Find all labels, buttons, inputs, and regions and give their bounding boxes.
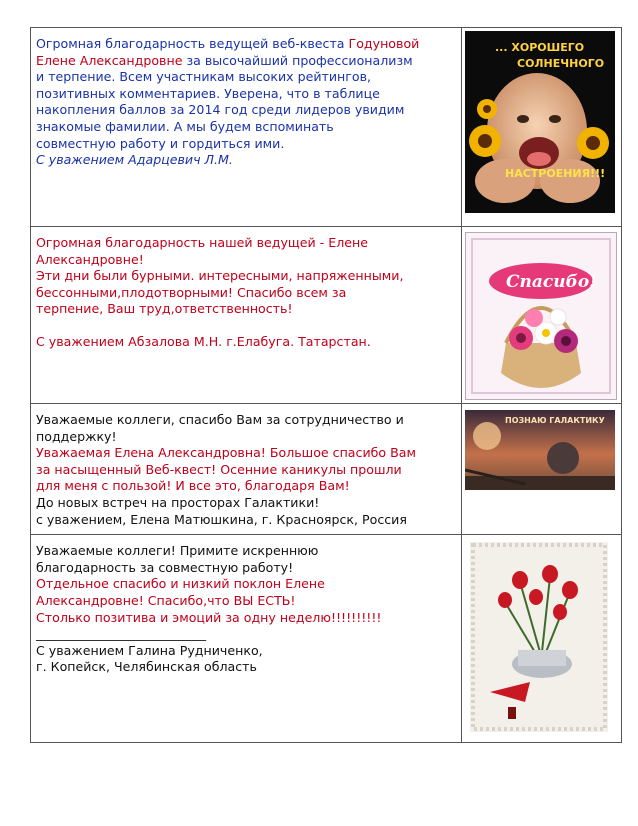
- text-segment: Эти дни были бурными. интересными, напряженными,: [36, 268, 404, 284]
- message-text: [36, 235, 455, 351]
- message-line: [36, 301, 455, 318]
- message-line: [36, 512, 455, 529]
- text-segment: Уважаемая Елена Александровна! Большое спасибо Вам: [36, 445, 416, 461]
- image-caption: ПОЗНАЮ ГАЛАКТИКУ: [505, 416, 605, 425]
- message-text-cell: [31, 404, 462, 535]
- text-segment: Огромная благодарность ведущей веб-квеста: [36, 36, 349, 51]
- message-line: [36, 252, 455, 269]
- message-line: [36, 576, 455, 593]
- text-segment: ___________________________: [36, 626, 207, 642]
- message-text: [36, 543, 455, 676]
- message-line: [36, 543, 455, 560]
- galaxy-banner: [465, 410, 615, 490]
- message-line: [36, 119, 455, 136]
- message-line: [36, 593, 455, 610]
- image-cell: [462, 28, 622, 227]
- message-text: [36, 412, 455, 528]
- text-segment: С уважением Абзалова М.Н. г.Елабуга. Татарстан.: [36, 333, 371, 349]
- roses-illustration: [470, 542, 608, 732]
- text-segment: бессонными,плодотворными! Спасибо всем за: [36, 284, 347, 300]
- text-segment: Александровне!: [36, 251, 144, 267]
- message-line: [36, 136, 455, 153]
- message-text-cell: [31, 227, 462, 404]
- image-caption-1: ... ХОРОШЕГО: [495, 41, 585, 54]
- message-line: [36, 412, 455, 429]
- image-cell: [462, 227, 622, 404]
- message-line: [36, 560, 455, 577]
- text-segment: совместную работу и гордиться ими.: [36, 135, 285, 151]
- message-line: [36, 334, 455, 351]
- text-segment: поддержку!: [36, 428, 117, 444]
- text-segment: за высочайший профессионализм: [182, 52, 413, 68]
- message-text-cell: [31, 28, 462, 227]
- message-text: [36, 36, 455, 169]
- message-line: [36, 268, 455, 285]
- message-line: [36, 36, 455, 53]
- text-segment: С уважением Адарцевич Л.М.: [36, 152, 233, 168]
- message-row-2: [31, 227, 622, 404]
- text-segment: До новых встреч на просторах Галактики!: [36, 494, 320, 510]
- text-segment: накопления баллов за 2014 год среди лидеров увидим: [36, 102, 405, 118]
- message-line: [36, 86, 455, 103]
- message-line: [36, 53, 455, 70]
- text-segment: для меня с пользой! И все это, благодаря Вам!: [36, 478, 350, 494]
- image-caption: Спасибо!: [506, 272, 597, 292]
- message-line: [36, 69, 455, 86]
- message-row-1: [31, 28, 622, 227]
- message-line: [36, 102, 455, 119]
- text-segment: позитивных комментариев. Уверена, что в таблице: [36, 85, 380, 101]
- message-line: [36, 610, 455, 627]
- flower-basket-illustration: [466, 233, 616, 399]
- image-cell: [462, 535, 622, 743]
- text-segment: Годуновой: [348, 36, 420, 51]
- text-segment: и терпение. Всем участникам высоких рейтингов,: [36, 69, 372, 85]
- message-line: [36, 445, 455, 462]
- text-segment: г. Копейск, Челябинская область: [36, 659, 257, 675]
- text-segment: благодарность за совместную работу!: [36, 559, 294, 575]
- image-caption-2: СОЛНЕЧНОГО: [517, 57, 605, 70]
- text-segment: терпение, Ваш труд,ответственность!: [36, 301, 293, 317]
- message-row-3: [31, 404, 622, 535]
- text-segment: за насыщенный Веб-квест! Осенние каникулы прошли: [36, 461, 402, 477]
- message-line: [36, 462, 455, 479]
- image-caption-3: НАСТРОЕНИЯ!!!: [505, 167, 606, 180]
- text-segment: знакомые фамилии. А мы будем вспоминать: [36, 118, 334, 134]
- text-segment: Столько позитива и эмоций за одну неделю!!!!!!!!!!: [36, 609, 382, 625]
- text-segment: С уважением Галина Рудниченко,: [36, 642, 263, 658]
- message-line: [36, 626, 455, 643]
- message-line: [36, 152, 455, 169]
- text-segment: Уважаемые коллеги, спасибо Вам за сотрудничество и: [36, 412, 404, 427]
- image-cell: [462, 404, 622, 535]
- message-line: [36, 659, 455, 676]
- baby-photo: [465, 31, 615, 213]
- message-row-4: [31, 535, 622, 743]
- text-segment: Уважаемые коллеги! Примите искреннюю: [36, 543, 319, 559]
- text-segment: Отдельное спасибо и низкий поклон Елене: [36, 576, 325, 592]
- message-line: [36, 643, 455, 660]
- message-line: [36, 478, 455, 495]
- flower-basket-card: [465, 232, 617, 400]
- roses-card: [470, 542, 608, 732]
- message-line: [36, 318, 455, 334]
- message-line: [36, 429, 455, 446]
- galaxy-illustration: [465, 410, 615, 490]
- text-segment: Александровне! Спасибо,что ВЫ ЕСТЬ!: [36, 592, 296, 608]
- messages-table: [30, 27, 622, 743]
- message-line: [36, 495, 455, 512]
- text-segment: Огромная благодарность нашей ведущей - Елене: [36, 235, 368, 250]
- text-segment: с уважением, Елена Матюшкина, г. Красноярск, Россия: [36, 511, 407, 527]
- message-line: [36, 235, 455, 252]
- message-line: [36, 285, 455, 302]
- message-text-cell: [31, 535, 462, 743]
- baby-illustration: [465, 31, 615, 213]
- text-segment: Елене Александровне: [36, 52, 183, 68]
